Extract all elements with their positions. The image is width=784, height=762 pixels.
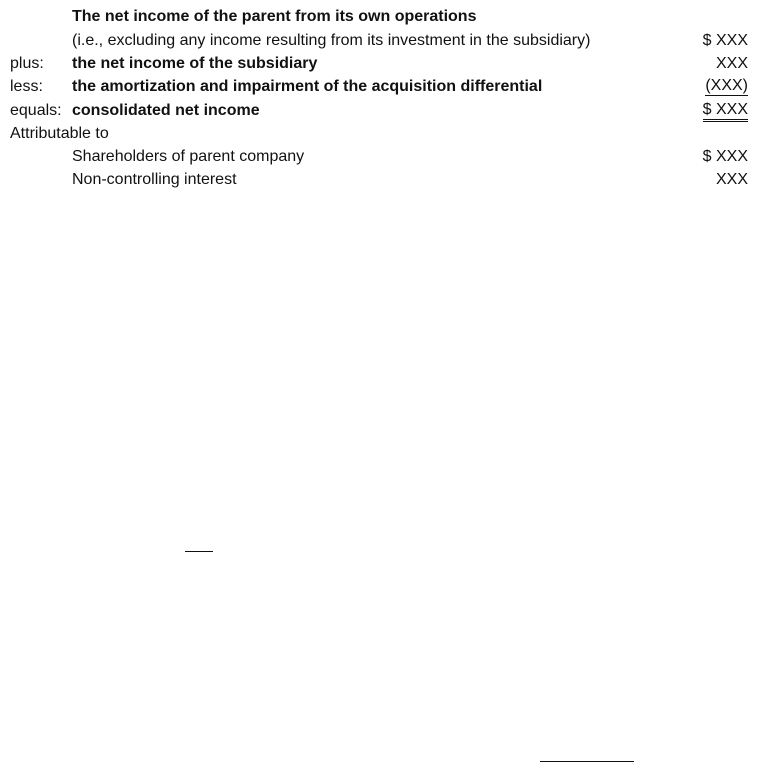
row-label: the net income of the subsidiary bbox=[72, 55, 318, 72]
statement-row-non-controlling-interest bbox=[0, 169, 784, 191]
row-label: The net income of the parent from its own operations bbox=[72, 8, 477, 25]
row-amount: $ XXX bbox=[702, 148, 748, 165]
row-label: consolidated net income bbox=[72, 102, 260, 119]
statement-row-attributable-heading bbox=[0, 123, 784, 145]
statement-row-subsidiary-income bbox=[0, 53, 784, 75]
row-label: the amortization and impairment of the acquisition differential bbox=[72, 78, 543, 95]
row-amount: $ XXX bbox=[703, 100, 748, 122]
row-label: Non-controlling interest bbox=[72, 171, 237, 188]
statement-row-parent-income bbox=[0, 6, 784, 28]
statement-row-parent-shareholders bbox=[0, 146, 784, 168]
row-prefix: plus: bbox=[10, 55, 44, 72]
row-amount: XXX bbox=[715, 171, 748, 188]
row-amount: $ XXX bbox=[702, 32, 748, 49]
row-amount: (XXX) bbox=[705, 77, 748, 94]
statement-row-amortization bbox=[0, 76, 784, 98]
stray-rule-short bbox=[185, 551, 213, 552]
row-prefix: Attributable to bbox=[10, 125, 109, 142]
row-prefix: less: bbox=[10, 78, 43, 95]
row-prefix: equals: bbox=[10, 102, 62, 119]
statement-row-parent-income-note bbox=[0, 30, 784, 52]
row-label: Shareholders of parent company bbox=[72, 148, 305, 165]
statement-row-consolidated-income bbox=[0, 100, 784, 122]
row-amount: XXX bbox=[715, 55, 748, 72]
row-label: (i.e., excluding any income resulting from its investment in the subsidiary) bbox=[72, 32, 591, 49]
